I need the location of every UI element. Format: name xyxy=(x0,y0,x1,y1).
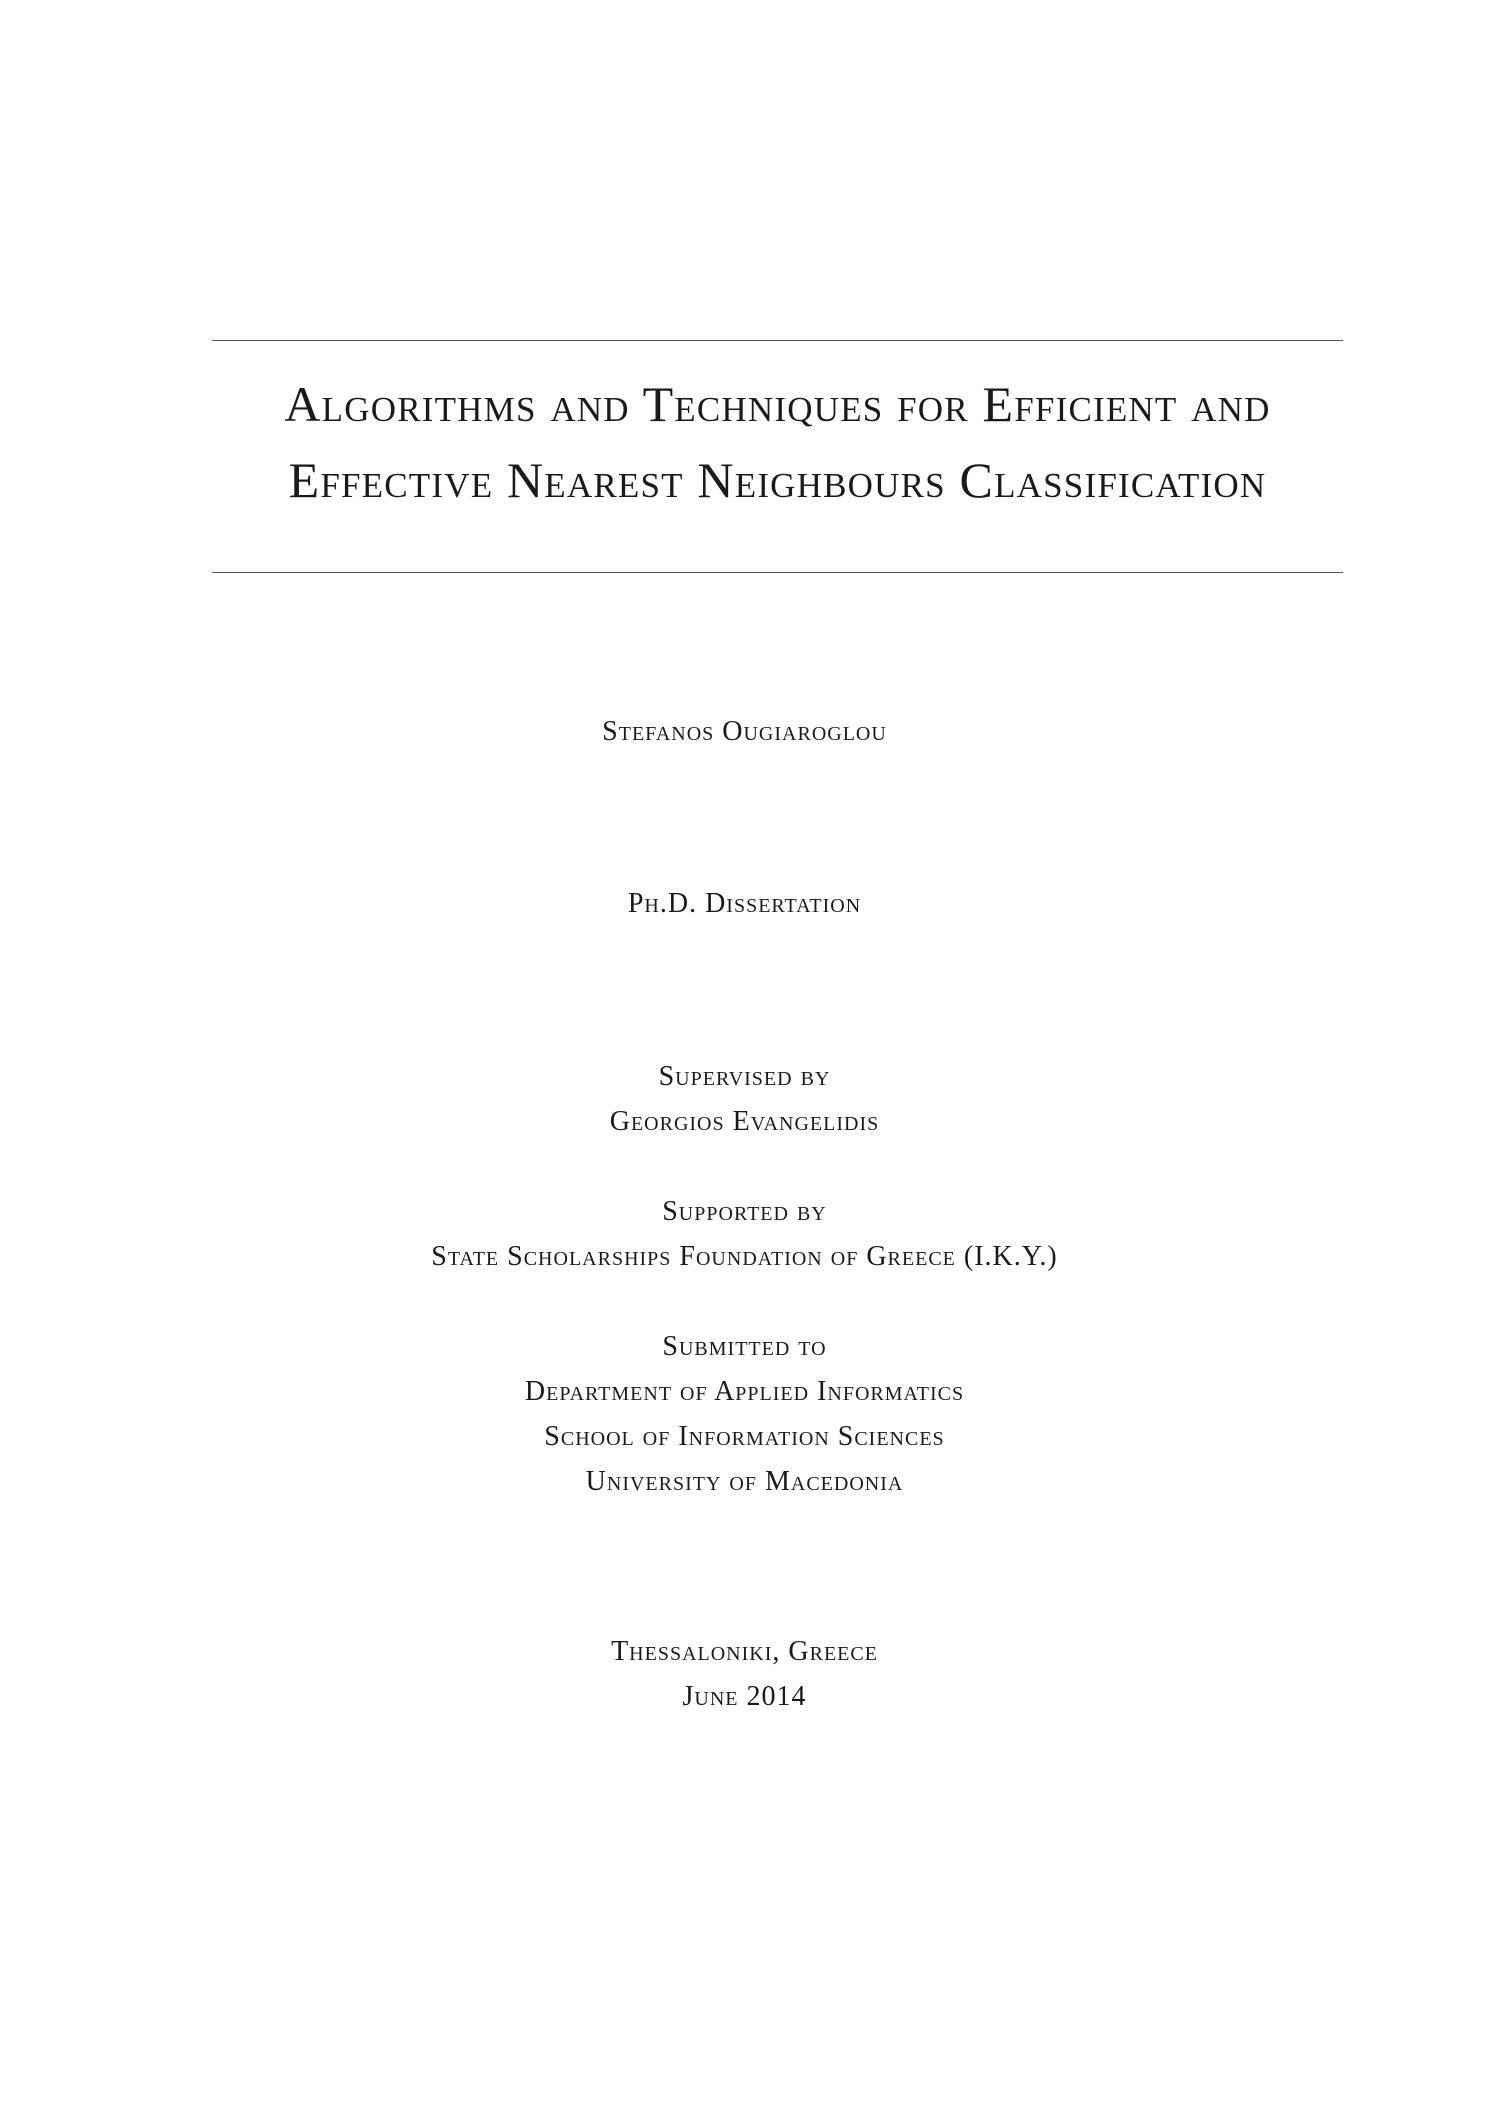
place-date-block xyxy=(0,1629,1489,1719)
supervision-block xyxy=(0,1054,1489,1144)
sponsor-name: State Scholarships Foundation of Greece (I.K.Y.) xyxy=(431,1241,1058,1272)
dissertation-title xyxy=(212,366,1343,518)
title-line-1: Algorithms and Techniques for Efficient and xyxy=(284,376,1271,432)
degree-type: Ph.D. Dissertation xyxy=(627,888,862,919)
submitted-to-label: Submitted to xyxy=(662,1331,827,1362)
support-block xyxy=(0,1189,1489,1279)
supported-by-label: Supported by xyxy=(662,1196,827,1227)
department-name: Department of Applied Informatics xyxy=(524,1376,965,1407)
submission-block xyxy=(0,1324,1489,1504)
bottom-rule xyxy=(212,572,1343,573)
place: Thessaloniki, Greece xyxy=(611,1636,878,1667)
supervised-by-label: Supervised by xyxy=(658,1061,831,1092)
author-name: Stefanos Ougiaroglou xyxy=(602,716,887,747)
top-rule xyxy=(212,340,1343,341)
supervisor-name: Georgios Evangelidis xyxy=(609,1106,880,1137)
date: June 2014 xyxy=(682,1681,807,1712)
university-name: University of Macedonia xyxy=(585,1466,904,1497)
title-line-2: Effective Nearest Neighbours Classification xyxy=(288,452,1267,508)
school-name: School of Information Sciences xyxy=(544,1421,945,1452)
